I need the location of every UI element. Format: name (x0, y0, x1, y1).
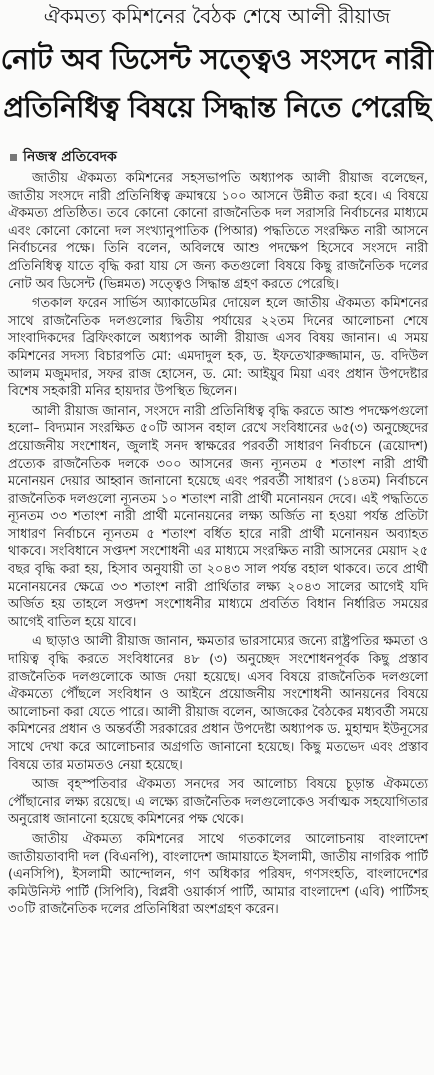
paragraph-6: জাতীয় ঐকমত্য কমিশনের সাথে গতকালের আলোচনায় বাংলাদেশ জাতীয়তাবাদী দল (বিএনপি), বাংলাদেশ জামায়াতে ইসলামী, জাতীয় নাগরিক পার্টি (এনসিপি), ইসলামী আন্দোলন, গণ অধিকার পরিষদ, গণসংহতি, বাংলাদেশের কমিউনিস্ট পার্টি (সিপিবি), বিপ্লবী ওয়ার্কার্স পার্টি, আমার বাংলাদেশ (এবি) পার্টিসহ ৩০টি রাজনৈতিক দলের প্রতিনিধিরা অংশগ্রহণ করেন। (8, 831, 428, 918)
byline-text: নিজস্ব প্রতিবেদক (23, 149, 117, 165)
paragraph-5: আজ বৃহস্পতিবার ঐকমত্য সনদের সব আলোচ্য বিষয়ে চূড়ান্ত ঐকমত্যে পৌঁছানোর লক্ষ্য রয়েছে। এ লক্ষ্যে রাজনৈতিক দলগুলোকেও সর্বাত্মক সহযোগিতার অনুরোধ জানানো হয়েছে কমিশনের পক্ষ থেকে। (8, 777, 428, 828)
paragraph-3: আলী রীয়াজ জানান, সংসদে নারী প্রতিনিধিত্ব বৃদ্ধি করতে আশু পদক্ষেপগুলো হলো– বিদ্যমান সংরক্ষিত ৫০টি আসন বহাল রেখে সংবিধানের ৬৫(৩) অনুচ্ছেদের প্রয়োজনীয় সংশোধন, জুলাই সনদ স্বাক্ষরের পরবর্তী সাধারণ নির্বাচনে (ত্রয়োদশ) প্রত্যেক রাজনৈতিক দলকে ৩০০ আসনের জন্য ন্যূনতম ৫ শতাংশ নারী প্রার্থী মনোনয়ন দেয়ার আহ্বান জানানো হয়েছে এবং পরবর্তী সাধারণ (১৪তম) নির্বাচনে রাজনৈতিক দলগুলো ন্যূনতম ১০ শতাংশ নারী প্রার্থী মনোনয়ন দেবে। এই পদ্ধতিতে ন্যূনতম ৩৩ শতাংশ নারী প্রার্থী মনোনয়নের লক্ষ্য অর্জিত না হওয়া পর্যন্ত প্রতিটা সাধারণ নির্বাচনে ন্যূনতম ৫ শতাংশ বর্ধিত হারে নারী প্রার্থী মনোনয়ন অব্যাহত থাকবে। সংবিধানে সপ্তদশ সংশোধনী এর মাধ্যমে সংরক্ষিত নারী আসনের মেয়াদ ২৫ বছর বৃদ্ধি করা হয়, হিসাব অনুযায়ী তা ২০৪৩ সাল পর্যন্ত বহাল থাকবে। তবে প্রার্থী মনোনয়নের ক্ষেত্রে ৩৩ শতাংশ নারী প্রার্থিতার লক্ষ্য ২০৪৩ সালের আগেই যদি অর্জিত হয় তাহলে সপ্তদশ সংশোধনীর মাধ্যমে প্রবর্তিত বিধান নির্ধারিত সময়ের আগেই বাতিল হয়ে যাবে। (8, 403, 428, 630)
byline-square-icon (10, 154, 17, 161)
paragraph-2: গতকাল ফরেন সার্ভিস অ্যাকাডেমির দোয়েল হলে জাতীয় ঐকমত্য কমিশনের সাথে রাজনৈতিক দলগুলোর দ্বিতীয় পর্যায়ের ২২তম দিনের আলোচনা শেষে সাংবাদিকদের ব্রিফিংকালে অধ্যাপক আলী রীয়াজ এসব বিষয় জানান। এ সময় কমিশনের সদস্য বিচারপতি মো: এমদাদুল হক, ড. ইফতেখারুজ্জামান, ড. বদিউল আলম মজুমদার, সফর রাজ হোসেন, ড. মো: আইয়ুব মিয়া এবং প্রধান উপদেষ্টার বিশেষ সহকারী মনির হায়দার উপস্থিত ছিলেন। (8, 296, 428, 400)
article-body (8, 170, 428, 921)
byline (10, 148, 117, 166)
headline-line-1: নোট অব ডিসেন্ট সত্ত্বেও সংসদে নারী (0, 43, 434, 76)
headline-line-2: প্রতিনিধিত্ব বিষয়ে সিদ্ধান্ত নিতে পেরেছি (3, 91, 431, 124)
paragraph-1: জাতীয় ঐকমত্য কমিশনের সহসভাপতি অধ্যাপক আলী রীয়াজ বলেছেন, জাতীয় সংসদে নারী প্রতিনিধিত্ব ক্রমান্বয়ে ১০০ আসনে উন্নীত করা হবে। এ বিষয়ে ঐকমত্য প্রতিষ্ঠিত। তবে কোনো কোনো রাজনৈতিক দল সরাসরি নির্বাচনের মাধ্যমে এবং কোনো কোনো দল সংখ্যানুপাতিক (পিআর) পদ্ধতিতে সংরক্ষিত নারী আসনে নির্বাচনের পক্ষে। তিনি বলেন, অবিলম্বে আশু পদক্ষেপ হিসেবে সংসদে নারী প্রতিনিধিত্ব যাতে বৃদ্ধি করা যায় সে জন্য কতগুলো বিষয়ে কিছু রাজনৈতিক দলের নোট অব ডিসেন্ট (ভিন্নমত) সত্ত্বেও সিদ্ধান্ত গ্রহণ করতে পেরেছি। (8, 171, 428, 292)
paragraph-4: এ ছাড়াও আলী রীয়াজ জানান, ক্ষমতার ভারসাম্যের জন্যে রাষ্ট্রপতির ক্ষমতা ও দায়িত্ব বৃদ্ধি করতে সংবিধানের ৪৮ (৩) অনুচ্ছেদ সংশোধনপূর্বক কিছু প্রস্তাব রাজনৈতিক দলগুলোকে আজ দেয়া হয়েছে। এসব বিষয়ে রাজনৈতিক দলগুলো ঐকমত্যে পৌঁছলে সংবিধান ও আইনে প্রয়োজনীয় সংশোধনী আনয়নের বিষয়ে আলোচনা করা যেতে পারে। আলী রীয়াজ বলেন, আজকের বৈঠকের মধ্যবর্তী সময়ে কমিশনের প্রধান ও অন্তর্বর্তী সরকারের প্রধান উপদেষ্টা অধ্যাপক ড. মুহাম্মদ ইউনূসের সাথে দেখা করে আলোচনার অগ্রগতি জানানো হয়েছে। কিছু মতভেদ এবং প্রস্তাব বিষয়ে তার মতামতও নেয়া হয়েছে। (8, 634, 428, 773)
kicker-line: ঐকমত্য কমিশনের বৈঠক শেষে আলী রীয়াজ (43, 4, 391, 28)
